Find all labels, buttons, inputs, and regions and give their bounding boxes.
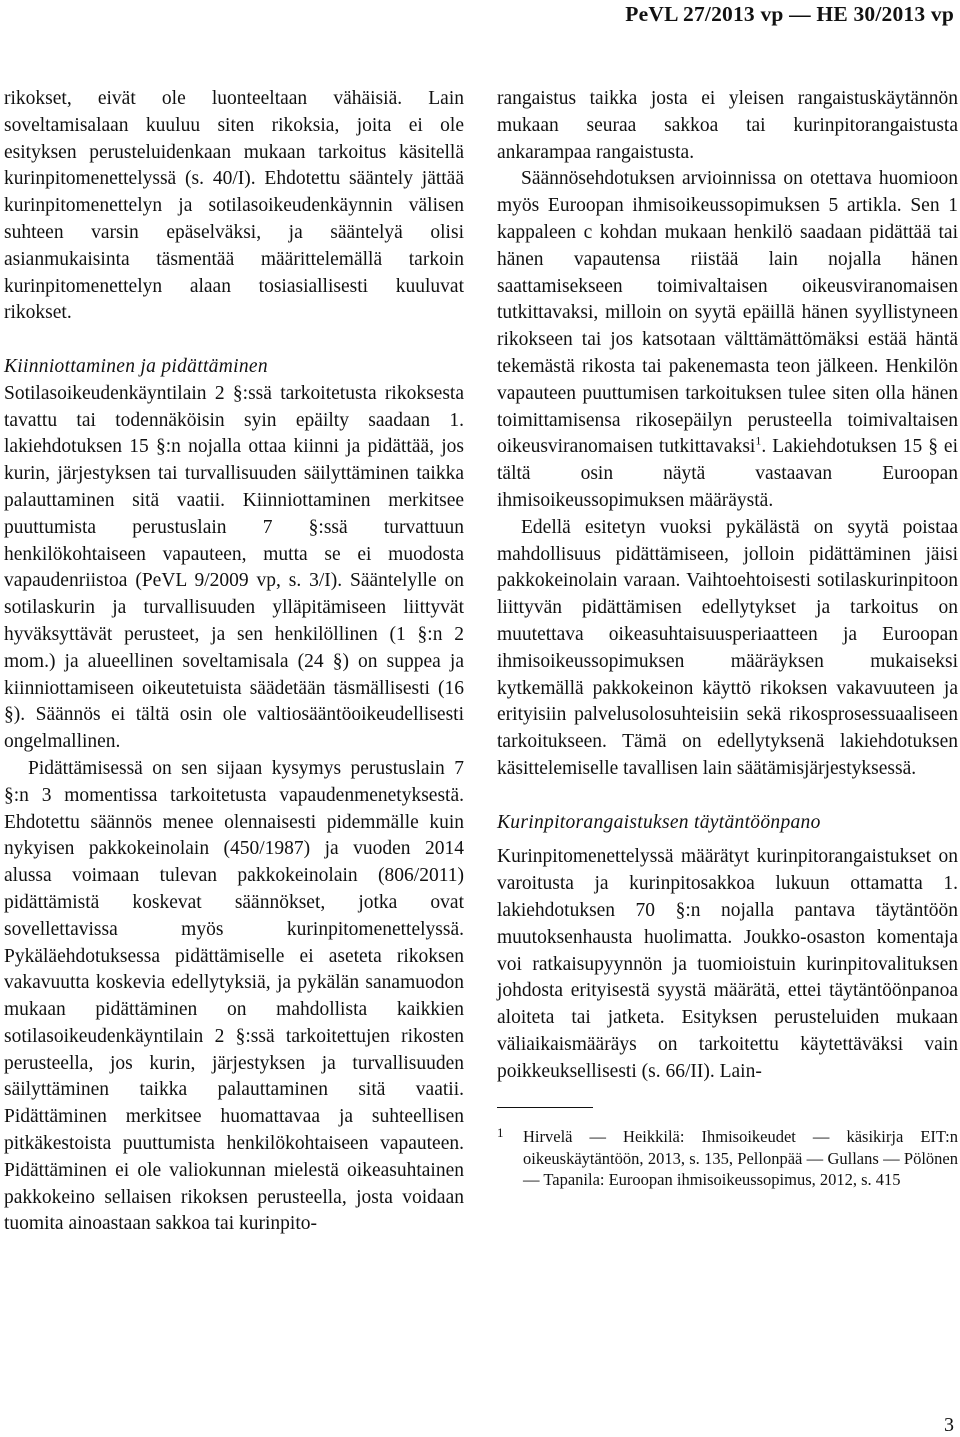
left-paragraph-1: rikokset, eivät ole luonteeltaan vähäisiä. Lain soveltamisalaan kuuluu siten rikoksia, joita ei ole esityksen perusteluidenkaan mukaan tarkoitus käsitellä kurinpitomenettelyssä (s. 40/I). Ehdotettu sääntely jättää kurinpitomenettelyn ja sotilasoikeudenkäynnin välisen suhteen varsin epäselväksi, ja sääntelyä olisi asianmukaisinta täsmentää määrittelemällä tarkoin kurinpitomenettelyn alaan tosiasiallisesti kuuluvat rikokset. — [4, 88, 464, 324]
right-paragraph-3: Edellä esitetyn vuoksi pykälästä on syytä poistaa mahdollisuus pidättämiseen, jolloin pidättäminen jäisi pakkokeinolain varaan. Vaihtoehtoisesti sotilaskurinpitoon liittyvän pidättämisen edellytykset ja tarkoitus on muutettava oikeasuhtaisuusperiaatteen ja Euroopan ihmisoikeussopimuksen määräyksen mukaiseksi kytkemällä pakkokeinon käyttö rikoksen vakavuuteen ja erityisiin palvelusolosuhteisiin sekä rikosprosessuaaliseen tarkoitukseen. Tämä on edellytyksenä lakiehdotuksen käsittelemiselle tavallisen lain säätämisjärjestyksessä. — [497, 516, 958, 779]
footnote — [497, 1126, 958, 1191]
right-paragraph-2-text: Säännösehdotuksen arvioinnissa on otettava huomioon myös Euroopan ihmisoikeussopimuksen 5 artikla. Sen 1 kappaleen c kohdan mukaan henkilö saadaan pidättää tai hänen vapautensa riistää lain nojalla hänen saattamisekseen toimivaltaisen oikeusviranomaisen tutkittavaksi, milloin on syytä epäillä hänen syyllistyneen rikokseen tai jos katsotaan välttämättömäksi estää häntä tekemästä rikosta tai pakenemasta teon jälkeen. Henkilön vapauteen puuttumisen tarkoituksen tulee siten olla hänen toimittamisensa rikosepäilyn perusteella toimivaltaisen oikeusviranomaisen tutkittavaksi — [497, 168, 958, 458]
right-column — [497, 86, 958, 1191]
right-paragraph-1: rangaistus taikka josta ei yleisen rangaistuskäytännön mukaan seuraa sakkoa tai kurinpitorangaistusta ankarampaa rangaistusta. — [497, 88, 958, 163]
left-column — [4, 86, 464, 1238]
right-paragraph-2-continuation: . Lakiehdotuksen 15 § ei tältä osin näytä vastaavan Euroopan ihmisoikeussopimuksen määräystä. — [497, 436, 958, 511]
running-header: PeVL 27/2013 vp — HE 30/2013 vp — [625, 2, 954, 26]
page-number: 3 — [944, 1414, 954, 1436]
footnote-divider — [497, 1107, 593, 1108]
left-paragraph-3: Pidättämisessä on sen sijaan kysymys perustuslain 7 §:n 3 momentissa tarkoitetusta vapaudenmenetyksestä. Ehdotettu säännös menee olennaisesti pidemmälle kuin nykyisen pakkokeinolain (450/1987) ja vuoden 2014 alussa voimaan tulevan pakkokeinolain (806/2011) pidättämistä koskevat säännökset, jotka ovat sovellettavissa myös kurinpitomenettelyssä. Pykäläehdotuksessa pidättämiselle ei aseteta rikoksen vakavuutta koskevia edellytyksiä, ja pykälän sanamuodon mukaan pidättäminen on mahdollista kaikkien sotilasoikeudenkäyntilain 2 §:ssä tarkoitettujen rikosten perusteella, jos kurin, järjestyksen ja turvallisuuden säilyttäminen taikka palauttaminen sitä vaatii. Pidättäminen merkitsee huomattavaa ja suhteellisen pitkäkestoista puuttumista henkilökohtaiseen vapauteen. Pidättäminen ei ole valiokunnan mielestä oikeasuhtainen pakkokeino sellaisen rikoksen perusteella, josta voidaan tuomita ainoastaan sakkoa tai kurinpito- — [4, 757, 464, 1235]
footnote-reference[interactable]: 1 — [755, 433, 762, 448]
right-paragraph-2 — [497, 166, 958, 514]
left-paragraph-2: Sotilasoikeudenkäyntilain 2 §:ssä tarkoitetusta rikoksesta tavattu tai todennäköisin syin epäilty saadaan 1. lakiehdotuksen 15 §:n nojalla ottaa kiinni ja pidättää, jos kurin, järjestyksen tai turvallisuuden säilyttäminen taikka palauttaminen sitä vaatii. Kiinniottaminen merkitsee puuttumista perustuslain 7 §:ssä turvattuun henkilökohtaiseen vapauteen, mutta se ei muodosta vapaudenriistoa (PeVL 9/2009 vp, s. 3/I). Sääntelylle on sotilaskurin ja turvallisuuden ylläpitämiseen liittyvät hyväksyttävät perusteet, ja sen henkilöllinen (1 §:n 2 mom.) ja alueellinen soveltamisala (24 §) on suppea ja kiinniottamiseen oikeutetuista säädetään täsmällisesti (16 §). Säännös ei tältä osin ole valtiosääntöoikeudellisesti ongelmallinen. — [4, 382, 464, 753]
footnote-text: Hirvelä — Heikkilä: Ihmisoikeudet — käsikirja EIT:n oikeuskäytäntöön, 2013, s. 135, Pellonpää — Gullans — Pölönen — Tapanila: Euroopan ihmisoikeussopimus, 2012, s. 415 — [523, 1127, 958, 1190]
section-heading-enforcement: Kurinpitorangaistuksen täytäntöönpano — [497, 811, 821, 833]
right-paragraph-4: Kurinpitomenettelyssä määrätyt kurinpitorangaistukset on varoitusta ja kurinpitosakkoa lukuun ottamatta 1. lakiehdotuksen 70 §:n nojalla pantava täytäntöön muutoksenhausta huolimatta. Joukko-osaston komentaja voi ratkaisupyynnön ja tuomioistuin kurinpitovalituksen johdosta erityisestä syystä määrätä, ettei täytäntöönpanoa aloiteta tai jatketa. Esityksen perusteluiden mukaan väliaikaismääräys on tarkoitettu käytettäväksi vain poikkeuksellisesti (s. 66/II). Lain- — [497, 846, 958, 1082]
footnote-number: 1 — [497, 1125, 504, 1141]
section-heading-detention: Kiinniottaminen ja pidättäminen — [4, 355, 268, 377]
